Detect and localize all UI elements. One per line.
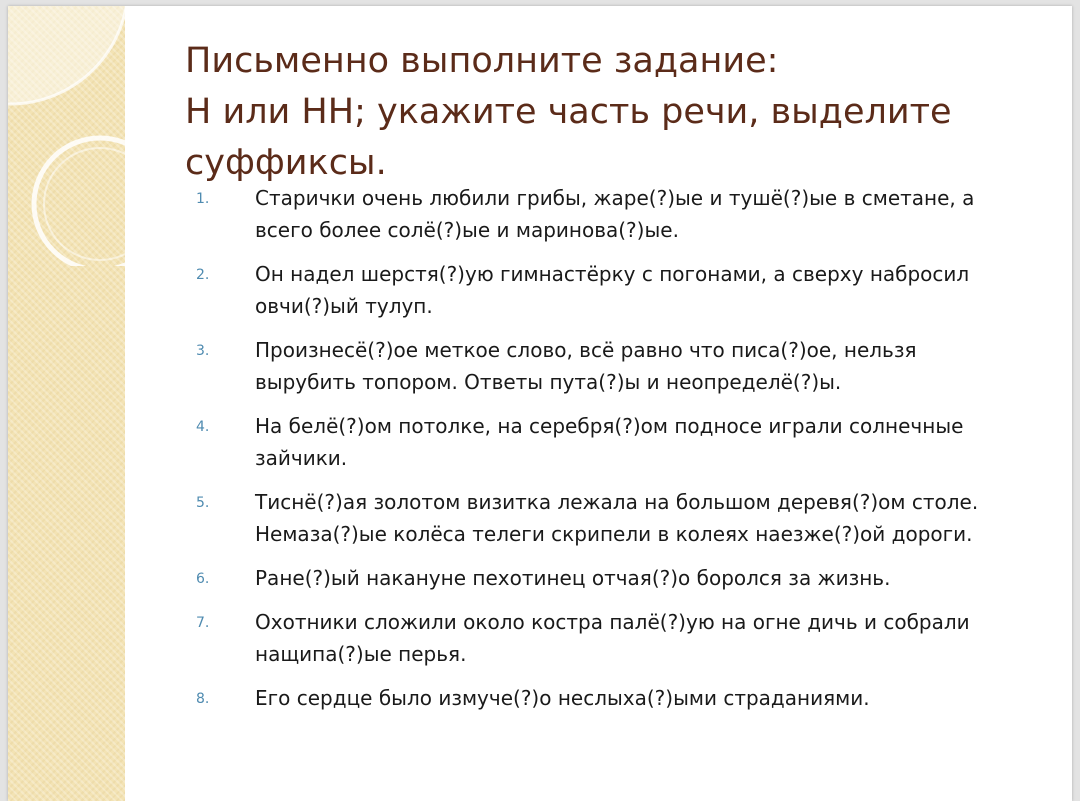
task-text: зайчики. (255, 446, 348, 470)
task-list (186, 182, 1046, 726)
title-line: Письменно выполните задание: (185, 41, 779, 81)
task-item (186, 562, 1046, 594)
slide-title (185, 36, 1045, 189)
task-number: 3. (196, 343, 210, 359)
task-number: 4. (196, 419, 210, 435)
task-item (186, 486, 1046, 550)
task-text: Его сердце было измуче(?)о неслыха(?)ыми страданиями. (255, 686, 870, 710)
task-number: 1. (196, 191, 210, 207)
task-text: Произнесё(?)ое меткое слово, всё равно что писа(?)ое, нельзя (255, 338, 917, 362)
task-item (186, 606, 1046, 670)
task-text: всего более солё(?)ые и маринова(?)ые. (255, 218, 679, 242)
task-text: Тиснё(?)ая золотом визитка лежала на большом деревя(?)ом столе. (255, 490, 979, 514)
title-line: суффиксы. (185, 143, 387, 183)
task-number: 2. (196, 267, 210, 283)
task-text: На белё(?)ом потолке, на серебря(?)ом подносе играли солнечные (255, 414, 964, 438)
task-item (186, 334, 1046, 398)
task-text: Старички очень любили грибы, жаре(?)ые и тушё(?)ые в сметане, а (255, 186, 975, 210)
task-number: 6. (196, 571, 210, 587)
task-item (186, 182, 1046, 246)
task-text: нащипа(?)ые перья. (255, 642, 467, 666)
task-item (186, 682, 1046, 714)
task-text: овчи(?)ый тулуп. (255, 294, 433, 318)
task-text: Немаза(?)ые колёса телеги скрипели в колеях наезже(?)ой дороги. (255, 522, 973, 546)
task-number: 7. (196, 615, 210, 631)
decorative-circles (8, 6, 208, 266)
task-text: Он надел шерстя(?)ую гимнастёрку с погонами, а сверху набросил (255, 262, 970, 286)
task-text: Охотники сложили около костра палё(?)ую на огне дичь и собрали (255, 610, 970, 634)
task-text: Ране(?)ый накануне пехотинец отчая(?)о боролся за жизнь. (255, 566, 891, 590)
task-number: 5. (196, 495, 210, 511)
task-text: вырубить топором. Ответы пута(?)ы и неопределё(?)ы. (255, 370, 842, 394)
task-item (186, 410, 1046, 474)
title-line: Н или НН; укажите часть речи, выделите (185, 92, 952, 132)
slide (8, 6, 1072, 801)
task-number: 8. (196, 691, 210, 707)
task-item (186, 258, 1046, 322)
